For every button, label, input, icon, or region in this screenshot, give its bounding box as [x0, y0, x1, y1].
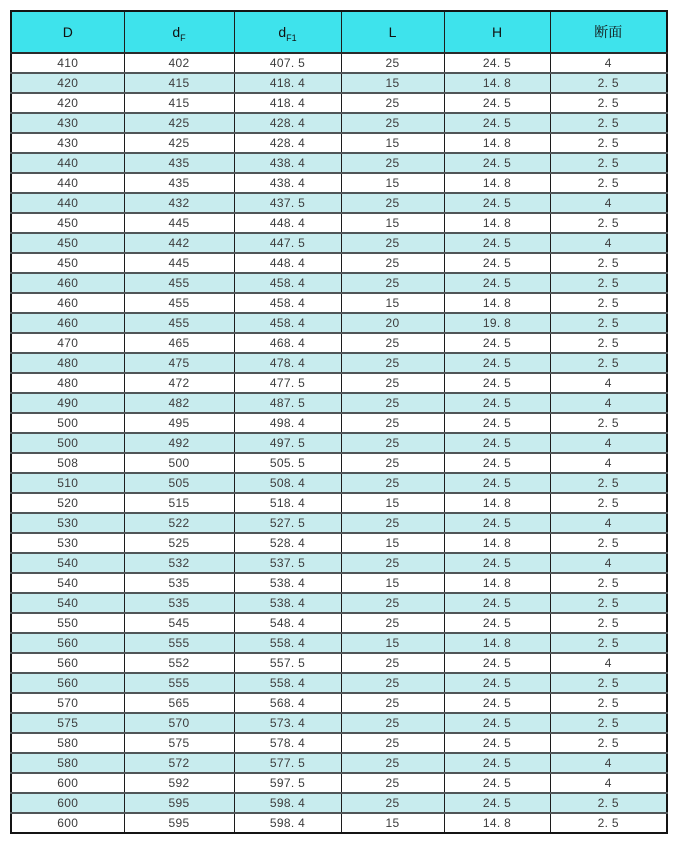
table-cell-duanmian: 4 — [550, 513, 667, 533]
table-cell-df: 425 — [124, 113, 234, 133]
table-cell-d: 490 — [11, 393, 124, 413]
table-cell-l: 15 — [341, 173, 444, 193]
table-cell-df1: 438. 4 — [234, 153, 341, 173]
table-cell-d: 550 — [11, 613, 124, 633]
table-cell-h: 24. 5 — [444, 233, 550, 253]
table-cell-d: 540 — [11, 553, 124, 573]
table-row — [11, 693, 667, 713]
table-cell-h: 19. 8 — [444, 313, 550, 333]
column-header-label: d — [278, 24, 287, 40]
table-cell-l: 25 — [341, 113, 444, 133]
table-cell-duanmian: 4 — [550, 553, 667, 573]
table-cell-h: 24. 5 — [444, 153, 550, 173]
table-cell-duanmian: 2. 5 — [550, 493, 667, 513]
table-cell-df: 565 — [124, 693, 234, 713]
table-row — [11, 533, 667, 553]
table-cell-l: 25 — [341, 613, 444, 633]
table-row — [11, 353, 667, 373]
table-cell-h: 24. 5 — [444, 253, 550, 273]
table-cell-df: 482 — [124, 393, 234, 413]
table-cell-h: 24. 5 — [444, 613, 550, 633]
table-row — [11, 773, 667, 793]
table-cell-h: 24. 5 — [444, 593, 550, 613]
table-cell-l: 15 — [341, 533, 444, 553]
table-cell-df1: 505. 5 — [234, 453, 341, 473]
table-cell-h: 24. 5 — [444, 113, 550, 133]
table-cell-df1: 597. 5 — [234, 773, 341, 793]
table-cell-l: 25 — [341, 593, 444, 613]
table-cell-d: 560 — [11, 633, 124, 653]
table-cell-duanmian: 2. 5 — [550, 73, 667, 93]
table-cell-l: 25 — [341, 373, 444, 393]
table-cell-h: 14. 8 — [444, 173, 550, 193]
table-cell-df: 492 — [124, 433, 234, 453]
table-cell-d: 450 — [11, 253, 124, 273]
table-cell-d: 470 — [11, 333, 124, 353]
table-cell-df1: 418. 4 — [234, 73, 341, 93]
table-cell-d: 480 — [11, 373, 124, 393]
table-cell-df: 525 — [124, 533, 234, 553]
table-cell-df: 425 — [124, 133, 234, 153]
table-cell-l: 25 — [341, 693, 444, 713]
table-cell-duanmian: 2. 5 — [550, 713, 667, 733]
table-cell-h: 24. 5 — [444, 693, 550, 713]
table-row — [11, 473, 667, 493]
table-cell-duanmian: 2. 5 — [550, 273, 667, 293]
table-cell-d: 500 — [11, 413, 124, 433]
table-cell-duanmian: 4 — [550, 453, 667, 473]
table-cell-h: 14. 8 — [444, 493, 550, 513]
table-row — [11, 153, 667, 173]
table-row — [11, 173, 667, 193]
table-cell-l: 25 — [341, 413, 444, 433]
table-cell-h: 24. 5 — [444, 753, 550, 773]
table-cell-df: 415 — [124, 93, 234, 113]
table-cell-df: 475 — [124, 353, 234, 373]
table-cell-d: 450 — [11, 213, 124, 233]
table-cell-df1: 528. 4 — [234, 533, 341, 553]
table-row — [11, 673, 667, 693]
table-row — [11, 733, 667, 753]
table-cell-d: 510 — [11, 473, 124, 493]
table-cell-l: 25 — [341, 773, 444, 793]
table-cell-d: 420 — [11, 73, 124, 93]
table-cell-df: 522 — [124, 513, 234, 533]
table-cell-df1: 598. 4 — [234, 793, 341, 813]
table-cell-d: 508 — [11, 453, 124, 473]
table-cell-d: 410 — [11, 53, 124, 73]
table-cell-h: 24. 5 — [444, 553, 550, 573]
table-cell-d: 560 — [11, 673, 124, 693]
table-cell-h: 14. 8 — [444, 213, 550, 233]
table-cell-h: 24. 5 — [444, 473, 550, 493]
spec-table-body — [11, 53, 667, 833]
table-cell-l: 15 — [341, 573, 444, 593]
table-cell-l: 15 — [341, 133, 444, 153]
table-cell-duanmian: 2. 5 — [550, 533, 667, 553]
table-cell-duanmian: 2. 5 — [550, 593, 667, 613]
table-cell-l: 25 — [341, 733, 444, 753]
table-cell-h: 24. 5 — [444, 373, 550, 393]
table-cell-h: 24. 5 — [444, 393, 550, 413]
table-cell-h: 24. 5 — [444, 273, 550, 293]
table-cell-d: 520 — [11, 493, 124, 513]
table-cell-d: 580 — [11, 753, 124, 773]
table-cell-d: 430 — [11, 133, 124, 153]
table-cell-h: 24. 5 — [444, 673, 550, 693]
spec-table-container — [10, 10, 666, 834]
column-header-df1 — [234, 11, 341, 53]
table-cell-df: 555 — [124, 633, 234, 653]
table-cell-df1: 458. 4 — [234, 273, 341, 293]
table-cell-duanmian: 4 — [550, 773, 667, 793]
table-row — [11, 193, 667, 213]
table-cell-df: 515 — [124, 493, 234, 513]
table-cell-l: 25 — [341, 653, 444, 673]
table-cell-h: 14. 8 — [444, 73, 550, 93]
table-row — [11, 453, 667, 473]
table-cell-d: 450 — [11, 233, 124, 253]
table-cell-df: 455 — [124, 273, 234, 293]
table-cell-l: 25 — [341, 453, 444, 473]
table-cell-d: 480 — [11, 353, 124, 373]
table-cell-duanmian: 4 — [550, 53, 667, 73]
table-cell-l: 25 — [341, 153, 444, 173]
table-cell-df: 535 — [124, 593, 234, 613]
table-cell-duanmian: 2. 5 — [550, 133, 667, 153]
column-header-label: H — [491, 24, 503, 40]
table-cell-df: 495 — [124, 413, 234, 433]
table-row — [11, 433, 667, 453]
table-cell-duanmian: 2. 5 — [550, 173, 667, 193]
table-cell-h: 24. 5 — [444, 353, 550, 373]
table-cell-df1: 428. 4 — [234, 133, 341, 153]
table-cell-df1: 447. 5 — [234, 233, 341, 253]
table-cell-df: 570 — [124, 713, 234, 733]
table-cell-df1: 497. 5 — [234, 433, 341, 453]
table-row — [11, 793, 667, 813]
table-cell-d: 430 — [11, 113, 124, 133]
table-cell-df: 455 — [124, 313, 234, 333]
table-cell-df: 505 — [124, 473, 234, 493]
table-cell-l: 25 — [341, 553, 444, 573]
table-cell-df1: 577. 5 — [234, 753, 341, 773]
column-header-label: D — [62, 24, 73, 40]
table-cell-df1: 448. 4 — [234, 253, 341, 273]
table-cell-df: 445 — [124, 253, 234, 273]
table-cell-df1: 477. 5 — [234, 373, 341, 393]
table-cell-duanmian: 2. 5 — [550, 673, 667, 693]
table-row — [11, 413, 667, 433]
table-cell-h: 24. 5 — [444, 513, 550, 533]
table-cell-df: 432 — [124, 193, 234, 213]
table-cell-d: 420 — [11, 93, 124, 113]
table-row — [11, 293, 667, 313]
table-cell-df1: 537. 5 — [234, 553, 341, 573]
table-cell-df: 532 — [124, 553, 234, 573]
table-cell-df1: 448. 4 — [234, 213, 341, 233]
table-cell-df1: 538. 4 — [234, 593, 341, 613]
table-cell-d: 600 — [11, 793, 124, 813]
table-cell-df: 415 — [124, 73, 234, 93]
table-row — [11, 613, 667, 633]
column-header-label: L — [388, 24, 397, 40]
table-cell-l: 25 — [341, 793, 444, 813]
table-cell-l: 25 — [341, 253, 444, 273]
table-cell-d: 460 — [11, 293, 124, 313]
table-cell-df: 472 — [124, 373, 234, 393]
table-cell-d: 440 — [11, 153, 124, 173]
table-cell-l: 25 — [341, 53, 444, 73]
table-cell-h: 14. 8 — [444, 133, 550, 153]
table-cell-d: 560 — [11, 653, 124, 673]
table-row — [11, 73, 667, 93]
table-row — [11, 93, 667, 113]
table-cell-h: 14. 8 — [444, 293, 550, 313]
table-cell-df: 535 — [124, 573, 234, 593]
table-cell-df1: 573. 4 — [234, 713, 341, 733]
table-cell-l: 25 — [341, 93, 444, 113]
column-header-d-outer — [11, 11, 124, 53]
table-cell-df1: 527. 5 — [234, 513, 341, 533]
table-cell-df: 442 — [124, 233, 234, 253]
column-header-h — [444, 11, 550, 53]
table-cell-df1: 558. 4 — [234, 633, 341, 653]
table-cell-duanmian: 2. 5 — [550, 293, 667, 313]
table-cell-df: 595 — [124, 813, 234, 833]
table-cell-df: 545 — [124, 613, 234, 633]
table-cell-d: 530 — [11, 513, 124, 533]
table-cell-duanmian: 2. 5 — [550, 693, 667, 713]
table-row — [11, 213, 667, 233]
table-row — [11, 653, 667, 673]
table-row — [11, 753, 667, 773]
table-cell-d: 575 — [11, 713, 124, 733]
column-header-label: d — [172, 24, 181, 40]
table-cell-h: 24. 5 — [444, 713, 550, 733]
table-cell-duanmian: 2. 5 — [550, 253, 667, 273]
table-cell-duanmian: 2. 5 — [550, 793, 667, 813]
table-cell-d: 540 — [11, 593, 124, 613]
table-cell-h: 24. 5 — [444, 53, 550, 73]
table-cell-h: 24. 5 — [444, 453, 550, 473]
table-cell-df: 500 — [124, 453, 234, 473]
table-cell-df: 552 — [124, 653, 234, 673]
table-cell-l: 25 — [341, 513, 444, 533]
table-cell-l: 15 — [341, 493, 444, 513]
table-cell-duanmian: 2. 5 — [550, 313, 667, 333]
table-cell-df1: 437. 5 — [234, 193, 341, 213]
table-cell-h: 14. 8 — [444, 813, 550, 833]
table-row — [11, 313, 667, 333]
table-cell-df1: 478. 4 — [234, 353, 341, 373]
table-cell-l: 25 — [341, 333, 444, 353]
table-cell-d: 440 — [11, 173, 124, 193]
table-cell-duanmian: 2. 5 — [550, 633, 667, 653]
table-cell-d: 570 — [11, 693, 124, 713]
table-cell-df1: 487. 5 — [234, 393, 341, 413]
table-cell-h: 14. 8 — [444, 633, 550, 653]
table-cell-df: 435 — [124, 173, 234, 193]
table-cell-duanmian: 2. 5 — [550, 613, 667, 633]
table-cell-df: 572 — [124, 753, 234, 773]
table-cell-h: 24. 5 — [444, 773, 550, 793]
table-row — [11, 233, 667, 253]
table-row — [11, 593, 667, 613]
table-cell-l: 15 — [341, 633, 444, 653]
table-cell-df: 435 — [124, 153, 234, 173]
table-row — [11, 633, 667, 653]
table-cell-df1: 428. 4 — [234, 113, 341, 133]
table-row — [11, 373, 667, 393]
table-row — [11, 333, 667, 353]
table-cell-d: 580 — [11, 733, 124, 753]
table-cell-df: 402 — [124, 53, 234, 73]
table-cell-l: 15 — [341, 213, 444, 233]
table-cell-duanmian: 2. 5 — [550, 733, 667, 753]
table-cell-d: 440 — [11, 193, 124, 213]
table-cell-df1: 557. 5 — [234, 653, 341, 673]
table-cell-h: 24. 5 — [444, 193, 550, 213]
table-cell-df1: 498. 4 — [234, 413, 341, 433]
table-cell-h: 24. 5 — [444, 413, 550, 433]
table-cell-d: 460 — [11, 313, 124, 333]
table-cell-df1: 578. 4 — [234, 733, 341, 753]
table-cell-df1: 518. 4 — [234, 493, 341, 513]
table-cell-duanmian: 2. 5 — [550, 153, 667, 173]
table-row — [11, 393, 667, 413]
table-cell-df1: 407. 5 — [234, 53, 341, 73]
table-cell-l: 25 — [341, 273, 444, 293]
table-row — [11, 253, 667, 273]
table-cell-df: 445 — [124, 213, 234, 233]
table-cell-h: 24. 5 — [444, 433, 550, 453]
table-cell-d: 600 — [11, 813, 124, 833]
table-cell-d: 500 — [11, 433, 124, 453]
spec-table — [10, 10, 668, 834]
table-cell-df1: 558. 4 — [234, 673, 341, 693]
table-cell-duanmian: 2. 5 — [550, 93, 667, 113]
table-cell-duanmian: 2. 5 — [550, 213, 667, 233]
table-cell-d: 600 — [11, 773, 124, 793]
table-cell-duanmian: 4 — [550, 193, 667, 213]
column-header-duanmian — [550, 11, 667, 53]
column-header-subscript: F1 — [286, 32, 297, 43]
column-header-label: 断面 — [594, 24, 623, 40]
table-cell-l: 20 — [341, 313, 444, 333]
table-cell-df1: 458. 4 — [234, 293, 341, 313]
table-cell-l: 25 — [341, 753, 444, 773]
table-cell-df: 575 — [124, 733, 234, 753]
table-cell-l: 15 — [341, 73, 444, 93]
table-row — [11, 713, 667, 733]
table-cell-l: 25 — [341, 473, 444, 493]
table-cell-df1: 458. 4 — [234, 313, 341, 333]
table-cell-duanmian: 2. 5 — [550, 813, 667, 833]
table-cell-l: 25 — [341, 233, 444, 253]
table-cell-d: 460 — [11, 273, 124, 293]
table-row — [11, 813, 667, 833]
table-cell-d: 540 — [11, 573, 124, 593]
table-cell-duanmian: 4 — [550, 393, 667, 413]
table-cell-df1: 468. 4 — [234, 333, 341, 353]
table-cell-df1: 508. 4 — [234, 473, 341, 493]
table-row — [11, 133, 667, 153]
table-cell-l: 25 — [341, 673, 444, 693]
table-cell-df: 465 — [124, 333, 234, 353]
table-cell-duanmian: 4 — [550, 373, 667, 393]
table-cell-l: 25 — [341, 713, 444, 733]
table-cell-df1: 598. 4 — [234, 813, 341, 833]
table-cell-h: 24. 5 — [444, 93, 550, 113]
table-cell-duanmian: 2. 5 — [550, 413, 667, 433]
table-cell-df1: 548. 4 — [234, 613, 341, 633]
table-cell-l: 25 — [341, 433, 444, 453]
table-cell-h: 14. 8 — [444, 533, 550, 553]
table-cell-h: 24. 5 — [444, 793, 550, 813]
table-row — [11, 53, 667, 73]
table-cell-df1: 418. 4 — [234, 93, 341, 113]
table-cell-duanmian: 4 — [550, 433, 667, 453]
table-cell-l: 25 — [341, 393, 444, 413]
table-cell-df1: 538. 4 — [234, 573, 341, 593]
table-cell-df: 555 — [124, 673, 234, 693]
table-cell-df: 595 — [124, 793, 234, 813]
table-cell-l: 15 — [341, 293, 444, 313]
table-cell-duanmian: 2. 5 — [550, 113, 667, 133]
table-row — [11, 113, 667, 133]
table-cell-duanmian: 2. 5 — [550, 573, 667, 593]
table-cell-duanmian: 2. 5 — [550, 353, 667, 373]
table-row — [11, 553, 667, 573]
table-cell-h: 24. 5 — [444, 733, 550, 753]
spec-table-header — [11, 11, 667, 53]
table-cell-h: 24. 5 — [444, 333, 550, 353]
table-row — [11, 493, 667, 513]
column-header-subscript: F — [180, 32, 186, 43]
table-cell-l: 15 — [341, 813, 444, 833]
header-row — [11, 11, 667, 53]
table-cell-h: 24. 5 — [444, 653, 550, 673]
table-row — [11, 513, 667, 533]
column-header-l — [341, 11, 444, 53]
column-header-df — [124, 11, 234, 53]
table-row — [11, 273, 667, 293]
table-cell-duanmian: 4 — [550, 233, 667, 253]
table-cell-duanmian: 4 — [550, 753, 667, 773]
table-cell-df: 455 — [124, 293, 234, 313]
table-row — [11, 573, 667, 593]
table-cell-d: 530 — [11, 533, 124, 553]
table-cell-df: 592 — [124, 773, 234, 793]
table-cell-df1: 568. 4 — [234, 693, 341, 713]
table-cell-l: 25 — [341, 193, 444, 213]
table-cell-l: 25 — [341, 353, 444, 373]
table-cell-h: 14. 8 — [444, 573, 550, 593]
table-cell-duanmian: 2. 5 — [550, 473, 667, 493]
table-cell-df1: 438. 4 — [234, 173, 341, 193]
table-cell-duanmian: 4 — [550, 653, 667, 673]
table-cell-duanmian: 2. 5 — [550, 333, 667, 353]
